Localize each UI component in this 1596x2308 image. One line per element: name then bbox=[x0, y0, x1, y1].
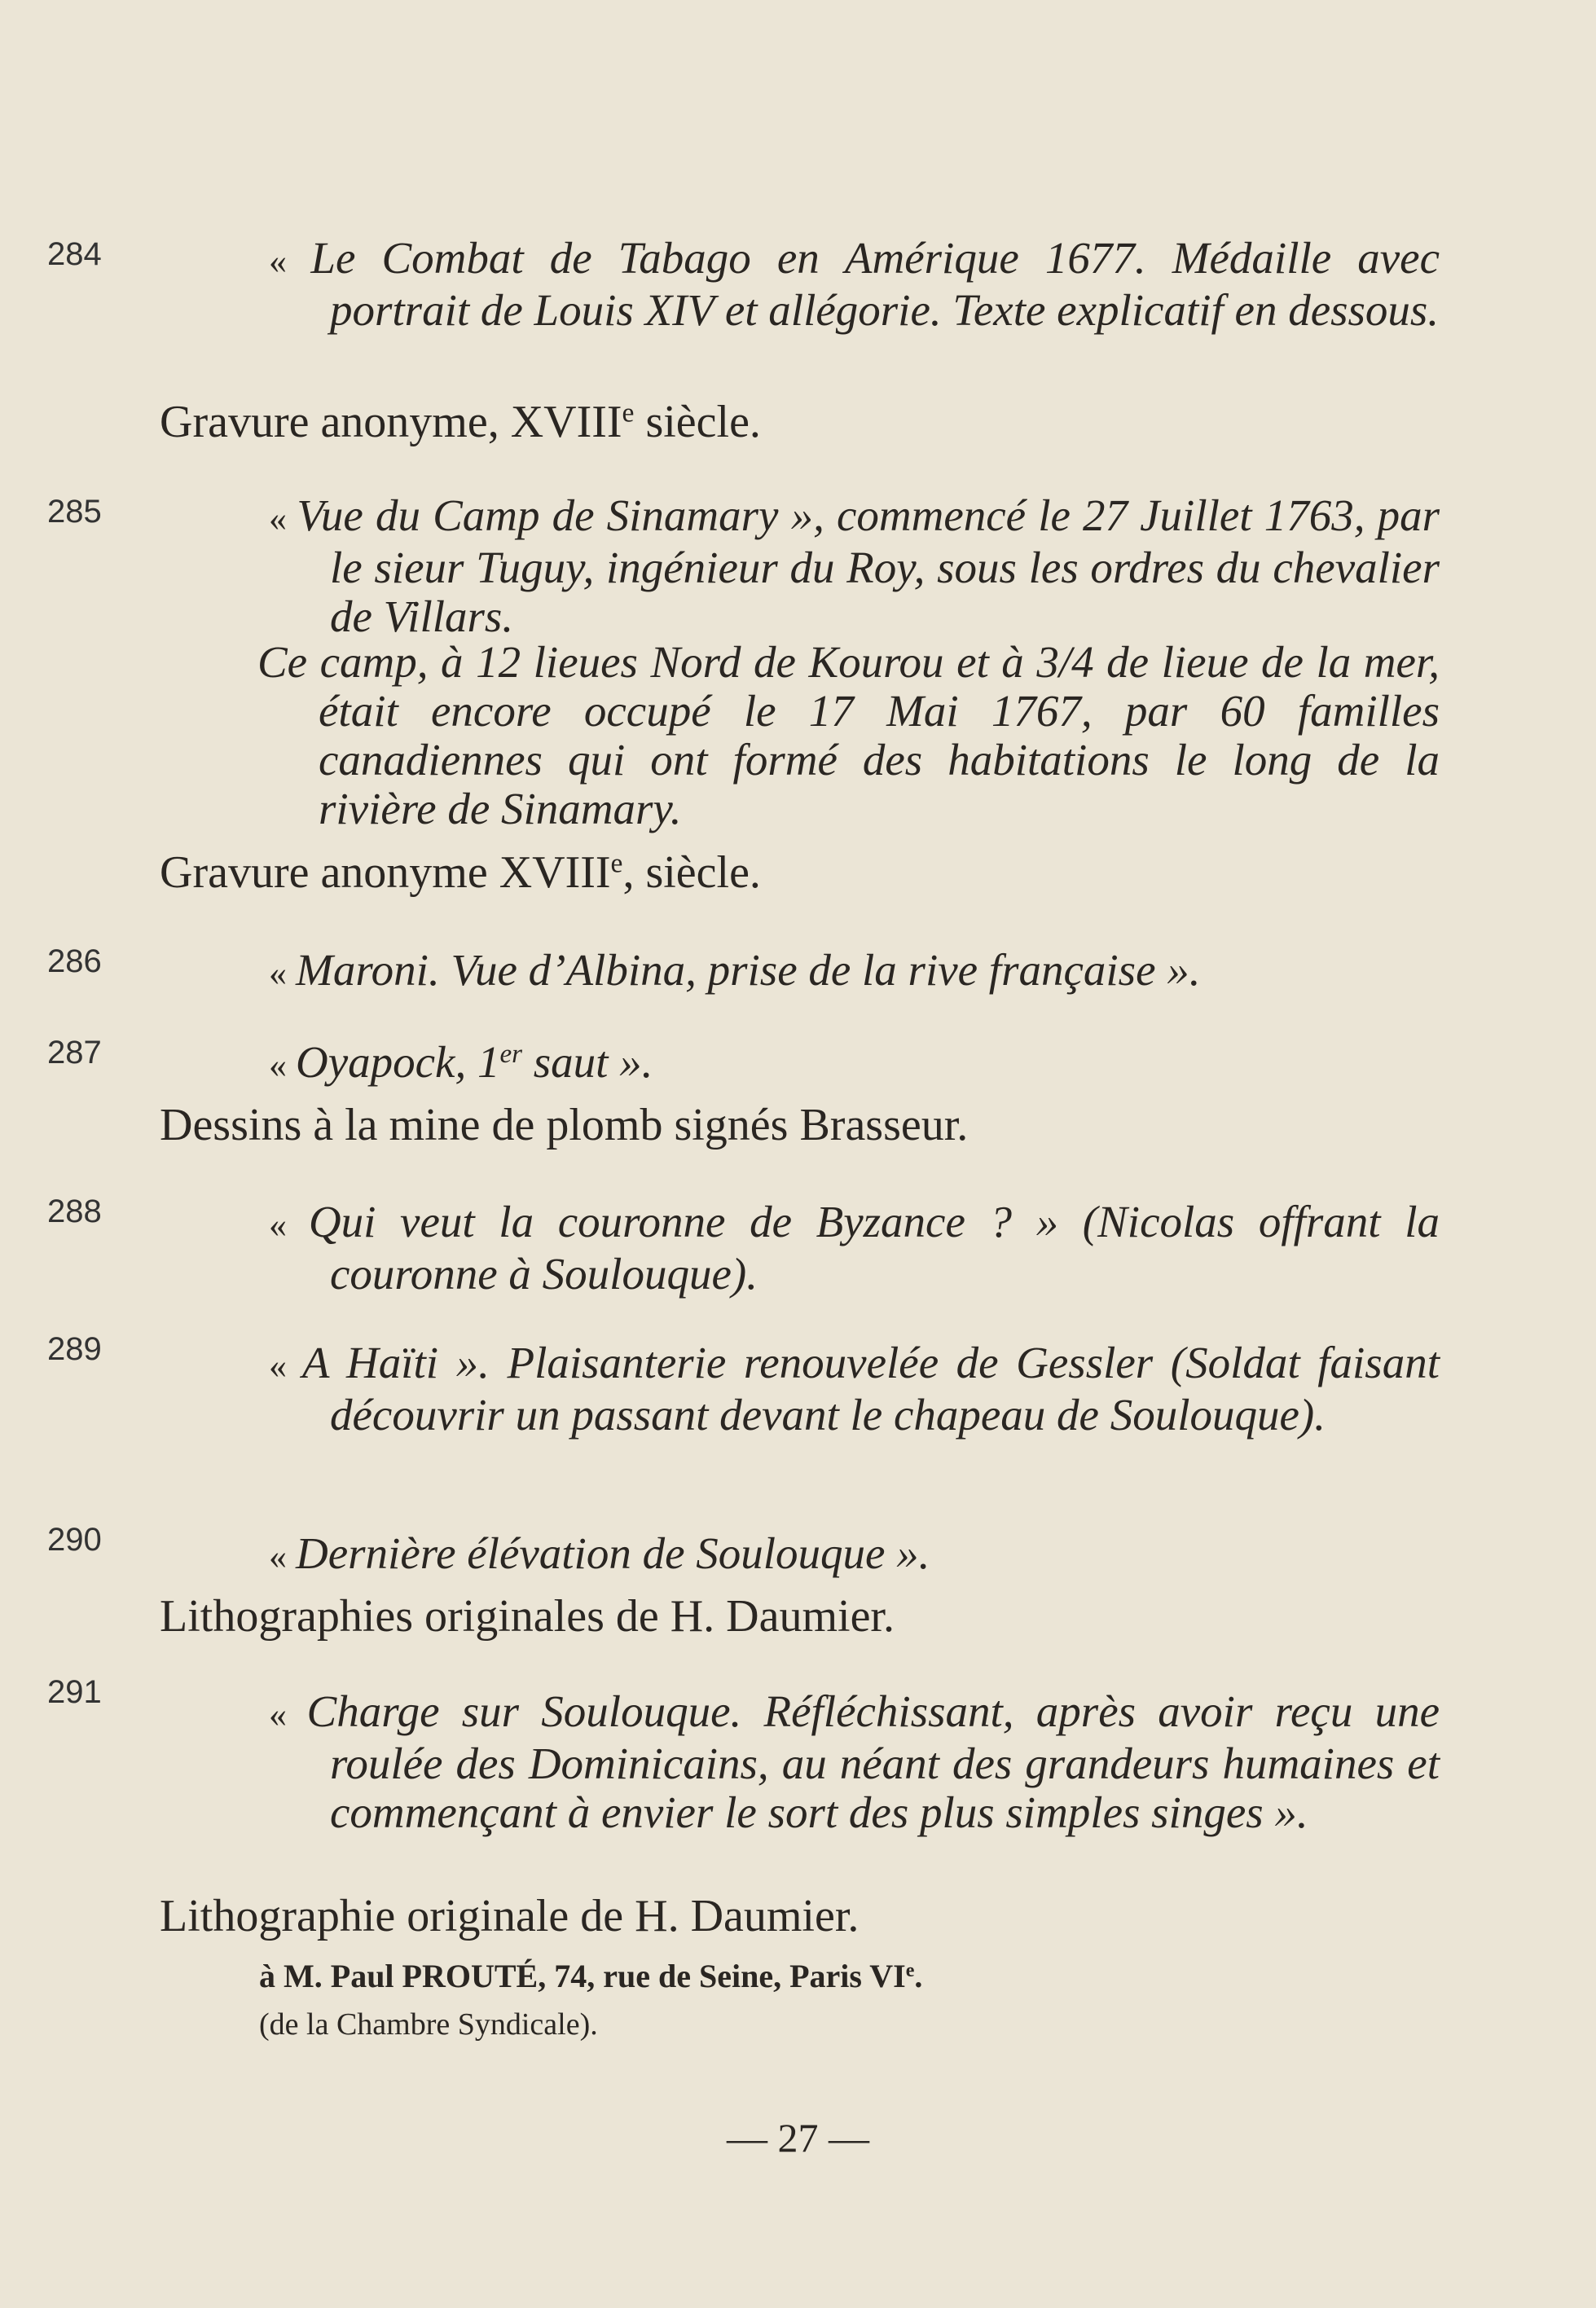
entry-number: 289 bbox=[47, 1331, 102, 1367]
entry-number: 285 bbox=[47, 494, 102, 530]
entry-number: 288 bbox=[47, 1194, 102, 1229]
entry-description: « A Haïti ». Plaisanterie renouvelée de Gessler (Soldat faisant découvrir un passant devant le chapeau de Soulouque). bbox=[269, 1338, 1440, 1440]
entry-note: Ce camp, à 12 lieues Nord de Kourou et à 3/4 de lieue de la mer, était encore occupé le 17 Mai 1767, par 60 familles canadiennes qui ont formé des habitations le long de la rivière de Sinamary. bbox=[257, 637, 1440, 833]
entry-number: 291 bbox=[47, 1674, 102, 1710]
dealer-address: à M. Paul PROUTÉ, 74, rue de Seine, Paris VIe. bbox=[259, 1958, 923, 1994]
entry-description: « Charge sur Soulouque. Réfléchissant, après avoir reçu une roulée des Dominicains, au néant des grandeurs humaines et commençant à envier le sort des plus simples singes ». bbox=[269, 1686, 1440, 1837]
entry-attribution: Lithographie originale de H. Daumier. bbox=[160, 1891, 860, 1941]
entry-number: 287 bbox=[47, 1035, 102, 1070]
entry-number: 284 bbox=[47, 236, 102, 272]
entry-description: « Vue du Camp de Sinamary », commencé le 27 Juillet 1763, par le sieur Tuguy, ingénieur du Roy, sous les ordres du chevalier de Villars. bbox=[269, 490, 1440, 641]
entry-attribution: Gravure anonyme XVIIIe, siècle. bbox=[160, 847, 761, 898]
dealer-affiliation: (de la Chambre Syndicale). bbox=[259, 2007, 598, 2042]
entry-description: « Le Combat de Tabago en Amérique 1677. Médaille avec portrait de Louis XIV et allégorie. Texte explicatif en dessous. bbox=[269, 233, 1440, 335]
page-number: — 27 — bbox=[727, 2115, 869, 2161]
entry-description: « Qui veut la couronne de Byzance ? » (Nicolas offrant la couronne à Soulouque). bbox=[269, 1197, 1440, 1299]
entry-description: « Oyapock, 1er saut ». bbox=[269, 1037, 653, 1087]
entry-attribution: Dessins à la mine de plomb signés Brasseur. bbox=[160, 1100, 969, 1150]
entry-attribution: Lithographies originales de H. Daumier. bbox=[160, 1591, 895, 1642]
entry-attribution: Gravure anonyme, XVIIIe siècle. bbox=[160, 397, 761, 447]
entry-number: 290 bbox=[47, 1522, 102, 1558]
entry-description: « Maroni. Vue d’Albina, prise de la rive française ». bbox=[269, 945, 1201, 995]
entry-number: 286 bbox=[47, 943, 102, 979]
entry-description: « Dernière élévation de Soulouque ». bbox=[269, 1528, 930, 1578]
